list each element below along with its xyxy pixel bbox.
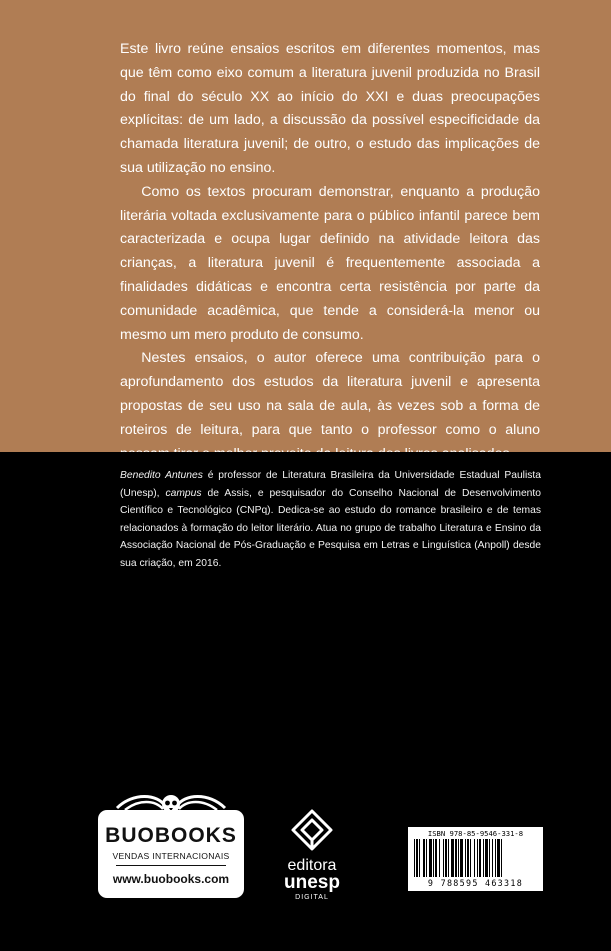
buobooks-label-box (98, 810, 244, 898)
bio-text-b: de Assis, e pesquisador do Conselho Nacional de Desenvolvimento Científico e Tecnológico (CNPq). Dedica-se ao estudo do romance brasileiro e de temas relacionados à formação do leitor literário. Atua no grupo de trabalho Literatura e Ensino da Associação Nacional de Pós-Graduação e Pesquisa em Letras e Linguística (Anpoll) desde sua criação, em 2016. (120, 487, 541, 569)
barcode-bars (414, 839, 538, 877)
publisher-name: unesp (284, 872, 340, 893)
isbn-text: ISBN 978-85-9546-331-8 (427, 829, 524, 838)
publisher-digital: DIGITAL (295, 894, 329, 901)
publisher-logo (268, 808, 356, 908)
blurb-paragraph-1: Este livro reúne ensaios escritos em diferentes momentos, mas que têm como eixo comum a literatura juvenil produzida no Brasil do final do século XX ao início do XXI e duas preocupações explícitas: de um lado, a discussão da possível especificidade da chamada literatura juvenil; de outro, o estudo das implicações de sua utilização no ensino. (120, 41, 540, 176)
blurb-paragraph-3: Nestes ensaios, o autor oferece uma contribuição para o aprofundamento dos estudos da literatura juvenil e apresenta propostas de seu uso na sala de aula, às vezes sob a forma de roteiros de leitura, para que tanto o professor como o aluno (120, 350, 540, 438)
barcode-digits: 9 788595 463318 (427, 878, 524, 888)
buobooks-divider (116, 865, 226, 866)
back-cover-blurb (120, 38, 540, 466)
isbn-barcode (408, 827, 543, 891)
blurb-paragraph-2: Como os textos procuram demonstrar, enquanto a produção literária voltada exclusivamente para o público infantil parece bem caracterizada e ocupa lugar definido na atividade leitora das crianças, a literatura juvenil é frequentemente associada a finalidades didáticas e encontra certa resistência por parte da comunidade acadêmica, que tende a considerá-la menor ou mesmo um mero produto de consumo. (120, 183, 540, 343)
bio-campus: campus (165, 487, 202, 499)
buobooks-badge (98, 790, 244, 898)
publisher-editora: editora (287, 857, 337, 874)
buobooks-subtitle: VENDAS INTERNACIONAIS (112, 851, 230, 861)
buobooks-brand: BUOBOOKS (105, 824, 237, 847)
buobooks-url: www.buobooks.com (112, 872, 230, 886)
bio-text-a: é professor de Literatura Brasileira da Universidade Estadual Paulista (Unesp), (120, 470, 541, 499)
unesp-mark-icon (289, 808, 335, 854)
author-bio (120, 467, 541, 573)
author-name: Benedito Antunes (120, 470, 203, 481)
